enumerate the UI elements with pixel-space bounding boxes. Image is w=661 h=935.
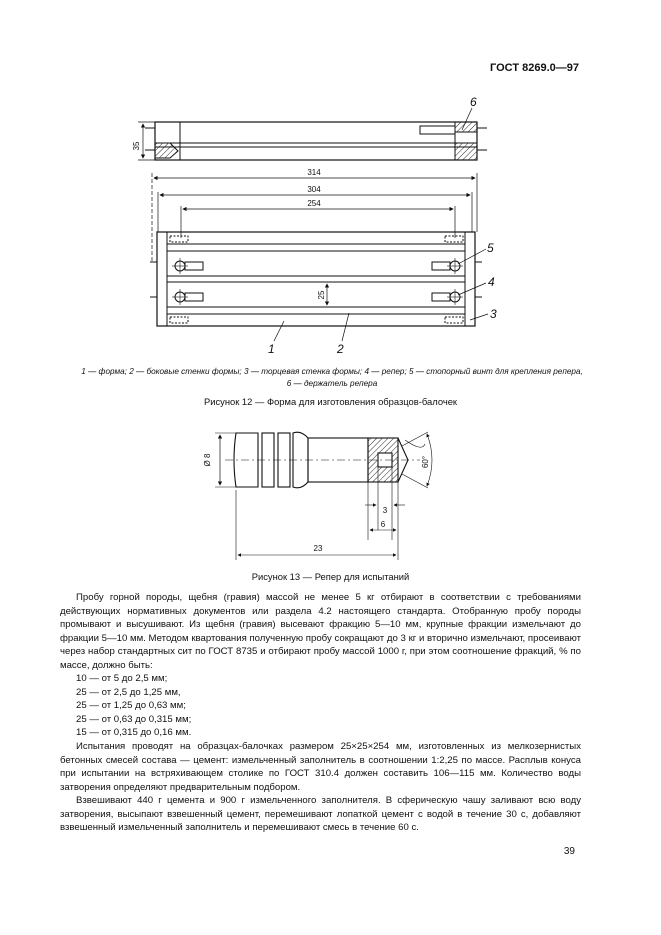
paragraph-2: Испытания проводят на образцах-балочках размером 25×25×254 мм, изготовленных из мелкозернистых бетонных смесей состава — цемент: измельченный заполнитель в соотношении 1:2,25 по массе. Расплыв конуса при испытании на встряхивающем столике по ГОСТ 310.4 должен составить 106—115 мм. Количество воды затворения определяют предварительным подбором.	[60, 741, 581, 793]
list-item-2: 25 — от 2,5 до 1,25 мм,	[76, 686, 181, 698]
dim-254: 254	[307, 199, 321, 208]
dim-304: 304	[307, 185, 321, 194]
figure-12-caption: Рисунок 12 — Форма для изготовления образцов-балочек	[203, 396, 458, 407]
dim-314: 314	[307, 168, 321, 177]
list-item-5: 15 — от 0,315 до 0,16 мм.	[76, 727, 192, 739]
dim-3: 3	[382, 506, 388, 515]
page-number: 39	[563, 846, 575, 857]
figure-12-drawing	[0, 0, 661, 362]
legend-line-1: 1 — форма; 2 — боковые стенки формы; 3 — торцевая стенка формы; 4 — репер; 5 — стопорный винт для крепления репера,	[81, 367, 583, 376]
list-item-1: 10 — от 5 до 2,5 мм;	[76, 673, 168, 685]
dim-6: 6	[380, 520, 386, 529]
dim-23: 23	[313, 544, 323, 553]
callout-4: 4	[488, 275, 495, 289]
paragraph-3: Взвешивают 440 г цемента и 900 г измельченного заполнителя. В сферическую чашу заливают всю воду затворения, высыпают взвешенный цемент, перемешивают лопаткой цемент с водой в течение 30 с, добавляют взвешенный измельченный заполнитель и перемешивают смесь в течение 60 с.	[60, 795, 581, 834]
dim-35: 35	[132, 141, 141, 151]
legend-line-2: 6 — держатель репера	[286, 379, 378, 388]
figure-13-drawing	[0, 415, 661, 565]
dim-25: 25	[317, 290, 326, 300]
callout-5: 5	[487, 241, 494, 255]
callout-3: 3	[490, 307, 497, 321]
dim-angle-60: 60°	[421, 455, 430, 469]
list-item-3: 25 — от 1,25 до 0,63 мм;	[76, 700, 186, 712]
body-text	[60, 591, 581, 835]
callout-1: 1	[268, 342, 275, 356]
standard-header: ГОСТ 8269.0—97	[490, 62, 579, 74]
mold-plan-view	[157, 232, 475, 326]
figure-12-legend	[52, 366, 612, 390]
figure-13-caption: Рисунок 13 — Репер для испытаний	[251, 571, 410, 582]
callout-2: 2	[337, 342, 344, 356]
dim-diameter-8: Ø 8	[203, 453, 212, 467]
paragraph-1: Пробу горной породы, щебня (гравия) массой не менее 5 кг отбирают в соответствии с требованиями действующих нормативных документов или раздела 4.2 настоящего стандарта. Отобранную пробу породы промывают и высушивают. Из щебня (гравия) высевают фракцию 5—10 мм, крупные фракции измельчают до фракции 5—10 мм. Методом квартования полученную пробу сокращают до 3 кг и вторично измельчают, просеивают через набор стандартных сит по ГОСТ 8735 и отбирают пробу массой 1000 г, при этом соотношение фракций, % по массе, должно быть:	[60, 592, 581, 671]
list-item-4: 25 — от 0,63 до 0,315 мм;	[76, 713, 192, 725]
mold-side-view	[155, 122, 477, 160]
callout-6: 6	[470, 95, 477, 109]
